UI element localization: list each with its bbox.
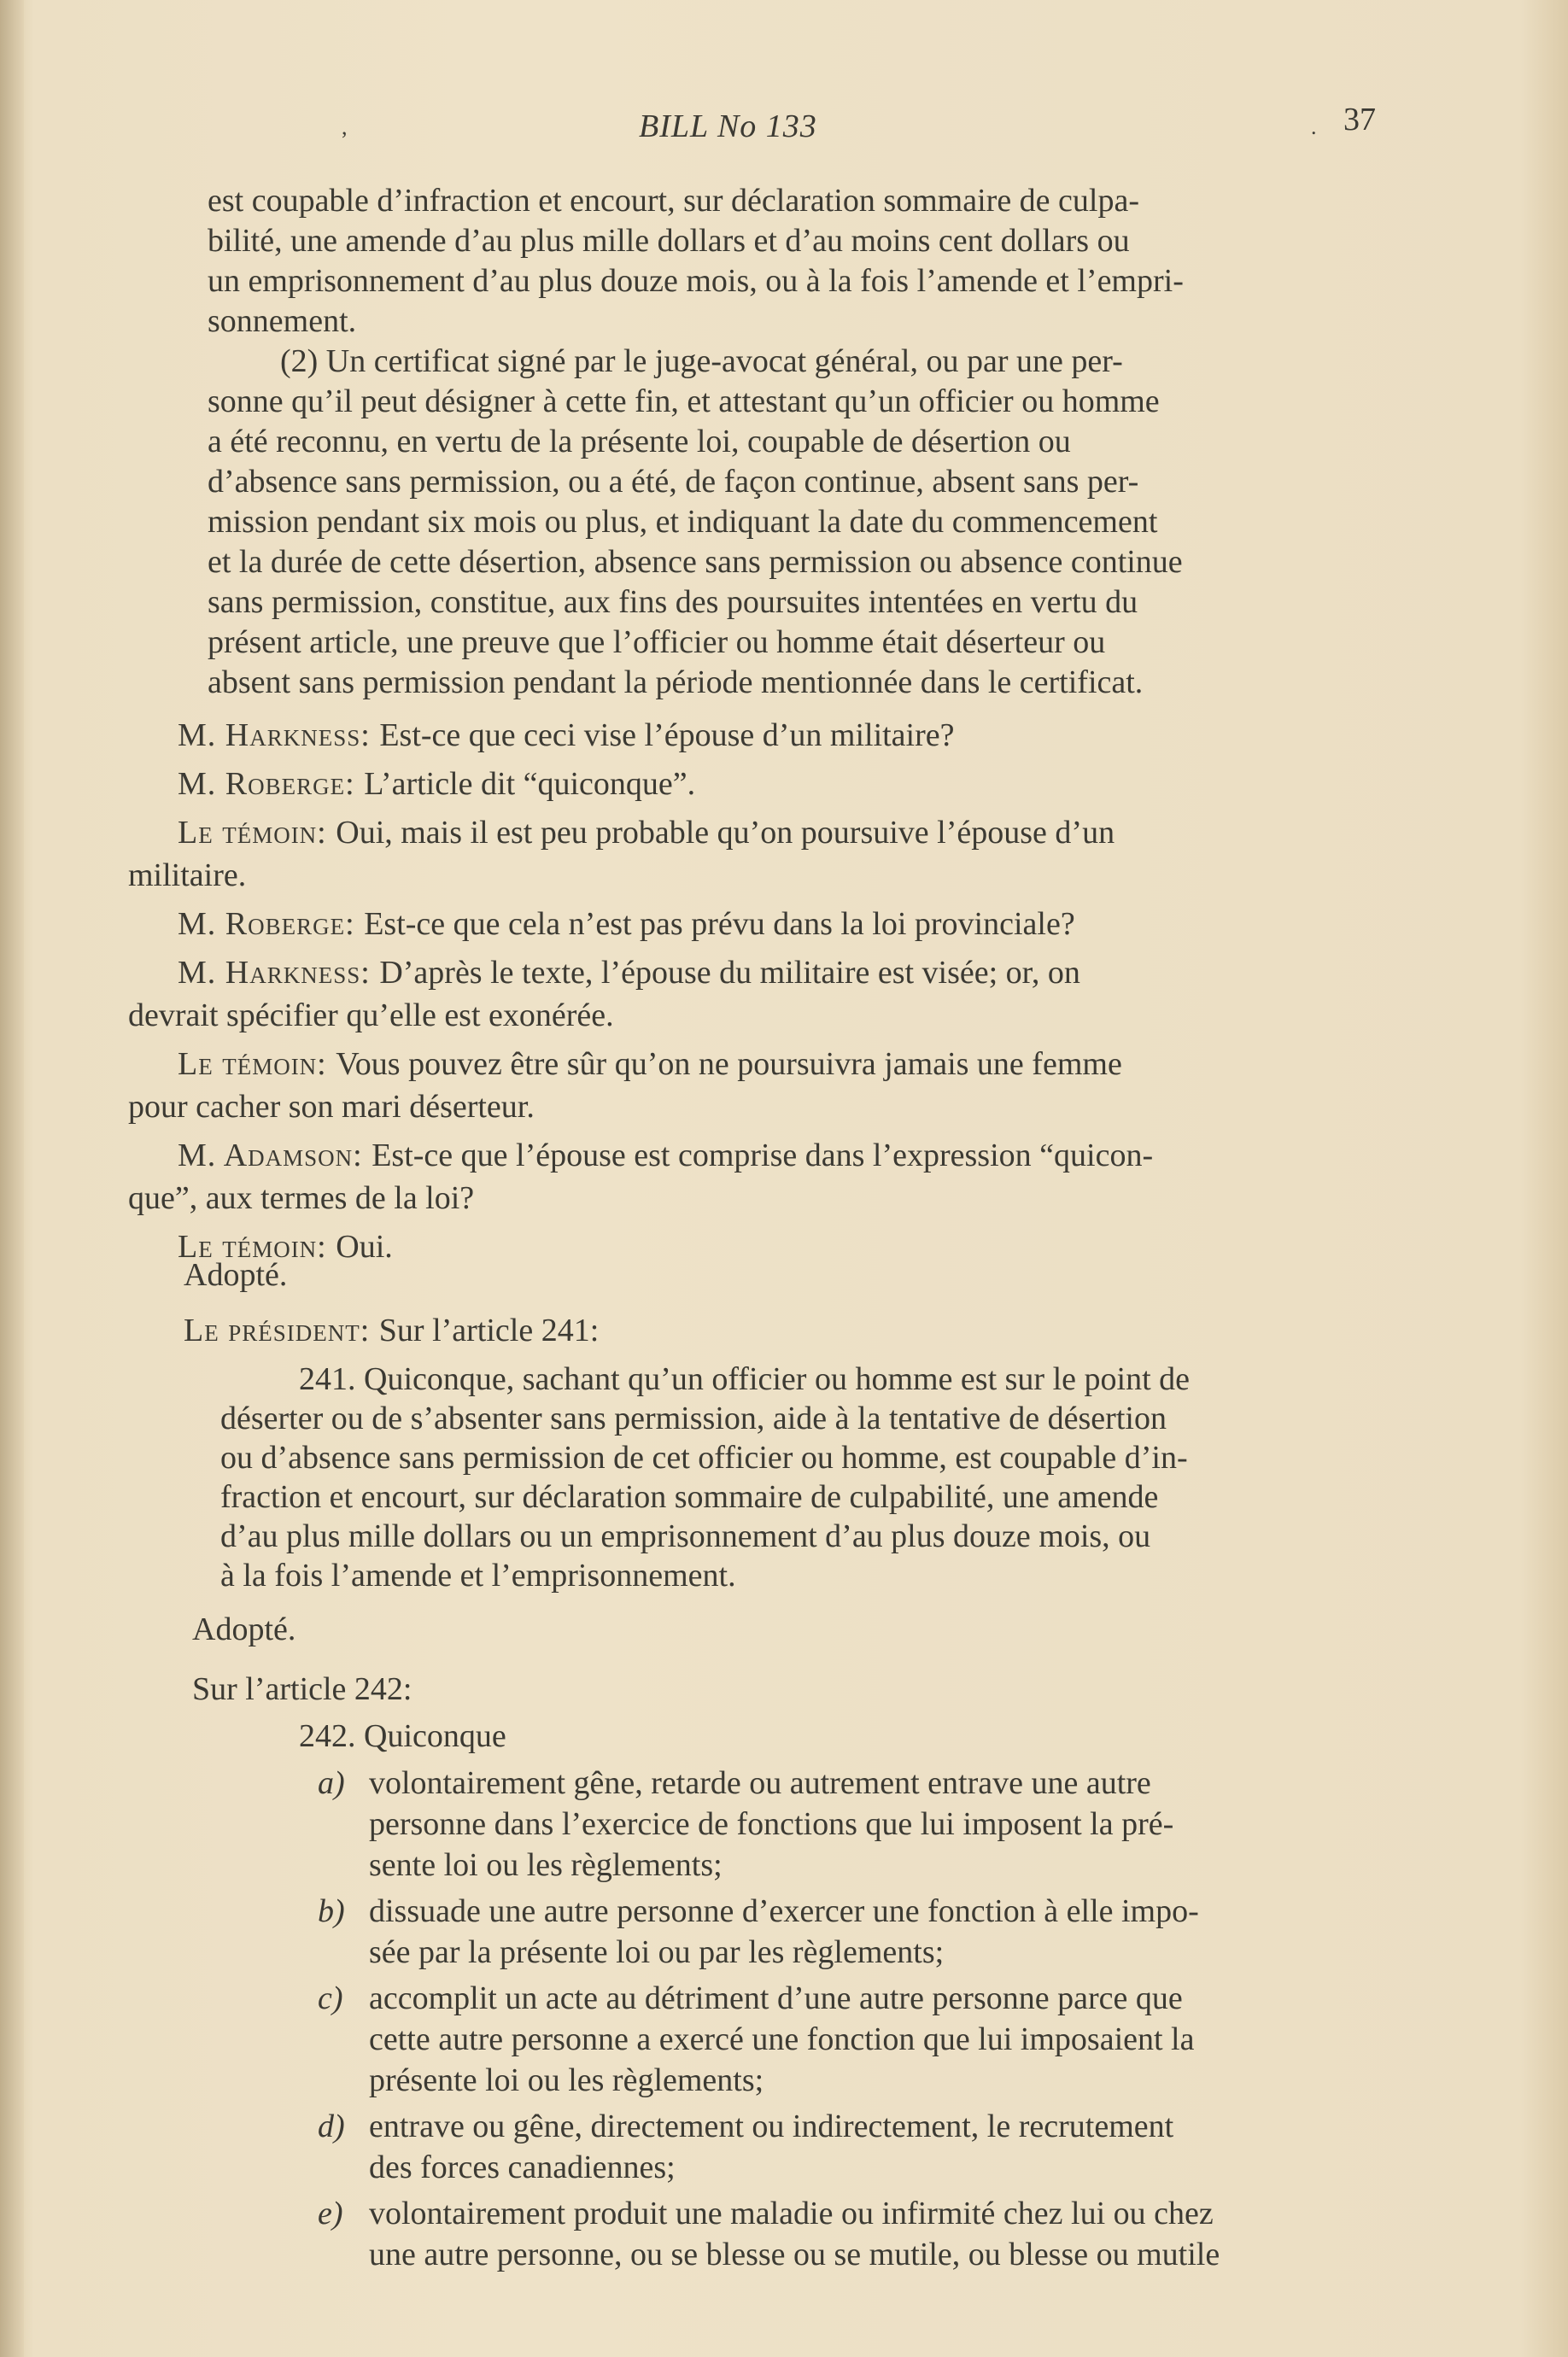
dialogue-line [178, 953, 1080, 992]
item-letter: a) [318, 1765, 345, 1801]
paragraph-line: un emprisonnement d’au plus douze mois, ou à la fois l’amende et l’empri- [208, 263, 1184, 299]
speaker-name: M. Harkness: [178, 955, 380, 991]
president-line [184, 1311, 599, 1350]
speaker-name: M. Roberge: [178, 766, 365, 802]
paragraph-line: sans permission, constitue, aux fins des poursuites intentées en vertu du [208, 584, 1138, 620]
dialogue-line [178, 716, 955, 755]
dialogue-line [178, 813, 1115, 852]
item-text: volontairement gêne, retarde ou autrement entrave une autre [369, 1765, 1151, 1801]
paragraph-line: et la durée de cette désertion, absence sans permission ou absence continue [208, 544, 1183, 580]
dialogue-continuation: que”, aux termes de la loi? [128, 1180, 475, 1216]
paragraph-line: est coupable d’infraction et encourt, sur déclaration sommaire de culpa- [208, 183, 1139, 219]
item-letter: c) [318, 1980, 343, 2016]
item-letter: b) [318, 1893, 345, 1929]
paragraph-line: présent article, une preuve que l’officier ou homme était déserteur ou [208, 624, 1106, 660]
article-242-intro: Sur l’article 242: [192, 1671, 412, 1707]
speaker-name: M. Adamson: [178, 1138, 372, 1173]
article-242-item-line [318, 1979, 1183, 2018]
paragraph-line: mission pendant six mois ou plus, et indiquant la date du commencement [208, 504, 1158, 540]
page-spine [0, 0, 24, 2357]
article-242-item-line [318, 2194, 1214, 2233]
article-241-line: à la fois l’amende et l’emprisonnement. [220, 1558, 736, 1594]
dialogue-line [178, 904, 1075, 944]
article-241-line: ou d’absence sans permission de cet officier ou homme, est coupable d’in- [220, 1440, 1188, 1476]
dialogue-continuation: devrait spécifier qu’elle est exonérée. [128, 997, 614, 1033]
article-242-item-line: personne dans l’exercice de fonctions que lui imposent la pré- [369, 1806, 1174, 1842]
page-number: 37 [1343, 102, 1376, 137]
paragraph-line: sonnement. [208, 303, 357, 339]
item-text: entrave ou gêne, directement ou indirectement, le recrutement [369, 2108, 1174, 2144]
article-242-item-line: une autre personne, ou se blesse ou se mutile, ou blesse ou mutile [369, 2237, 1220, 2272]
article-241-line: fraction et encourt, sur déclaration sommaire de culpabilité, une amende [220, 1479, 1159, 1515]
paragraph-line: sonne qu’il peut désigner à cette fin, et attestant qu’un officier ou homme [208, 383, 1160, 419]
speech-text: L’article dit “quiconque”. [364, 766, 696, 802]
item-text: volontairement produit une maladie ou infirmité chez lui ou chez [369, 2196, 1214, 2231]
article-242-item-line: sée par la présente loi ou par les règlements; [369, 1934, 945, 1970]
speaker-name: M. Harkness: [178, 717, 380, 753]
article-242-item-line [318, 2107, 1174, 2146]
article-242-item-line: présente loi ou les règlements; [369, 2062, 764, 2098]
paragraph-line: a été reconnu, en vertu de la présente loi, coupable de désertion ou [208, 424, 1071, 459]
dialogue-line [178, 1044, 1122, 1084]
dialogue-line [178, 764, 695, 804]
speaker-name: M. Roberge: [178, 906, 365, 942]
speaker-name: Le témoin: [178, 1046, 336, 1082]
paragraph-line: bilité, une amende d’au plus mille dollars et d’au moins cent dollars ou [208, 223, 1130, 259]
article-241-line: d’au plus mille dollars ou un emprisonnement d’au plus douze mois, ou [220, 1518, 1151, 1554]
article-241-line: déserter ou de s’absenter sans permission, aide à la tentative de désertion [220, 1401, 1167, 1436]
speech-text: Vous pouvez être sûr qu’on ne poursuivra jamais une femme [336, 1046, 1122, 1082]
speaker-name: Le témoin: [178, 1229, 336, 1265]
article-242-item-line: cette autre personne a exercé une fonction que lui imposaient la [369, 2021, 1195, 2057]
adopted-text: Adopté. [184, 1257, 288, 1293]
page-header [0, 101, 1568, 152]
speaker-name: Le président: [184, 1313, 379, 1348]
item-text: dissuade une autre personne d’exercer une fonction à elle impo- [369, 1893, 1199, 1929]
stray-mark: , [342, 114, 348, 139]
stray-mark: . [1311, 114, 1317, 139]
paragraph-line: d’absence sans permission, ou a été, de façon continue, absent sans per- [208, 464, 1139, 500]
adopted-text: Adopté. [192, 1611, 296, 1647]
dialogue-continuation: pour cacher son mari déserteur. [128, 1089, 535, 1125]
article-242-head: 242. Quiconque [299, 1718, 506, 1754]
item-letter: e) [318, 2196, 343, 2231]
speech-text: Sur l’article 241: [378, 1313, 600, 1348]
dialogue-line [178, 1136, 1153, 1175]
speech-text: Est-ce que cela n’est pas prévu dans la loi provinciale? [364, 906, 1075, 942]
paragraph-line: absent sans permission pendant la période mentionnée dans le certificat. [208, 664, 1144, 700]
speech-text: Est-ce que ceci vise l’épouse d’un militaire? [379, 717, 955, 753]
item-text: accomplit un acte au détriment d’une autre personne parce que [369, 1980, 1183, 2016]
article-242-item-line: sente loi ou les règlements; [369, 1847, 723, 1883]
article-241-line: 241. Quiconque, sachant qu’un officier ou homme est sur le point de [299, 1361, 1190, 1397]
paragraph-line: (2) Un certificat signé par le juge-avocat général, ou par une per- [280, 343, 1123, 379]
article-242-item-line: des forces canadiennes; [369, 2149, 676, 2185]
speech-text: Oui. [336, 1229, 393, 1265]
article-242-item-line [318, 1892, 1199, 1931]
running-title: BILL No 133 [639, 108, 817, 144]
speech-text: Est-ce que l’épouse est comprise dans l’expression “quicon- [372, 1138, 1154, 1173]
article-242-item-line [318, 1763, 1151, 1803]
speech-text: Oui, mais il est peu probable qu’on poursuive l’épouse d’un [336, 815, 1115, 851]
speaker-name: Le témoin: [178, 815, 336, 851]
item-letter: d) [318, 2108, 345, 2144]
speech-text: D’après le texte, l’épouse du militaire est visée; or, on [379, 955, 1080, 991]
dialogue-continuation: militaire. [128, 857, 247, 893]
